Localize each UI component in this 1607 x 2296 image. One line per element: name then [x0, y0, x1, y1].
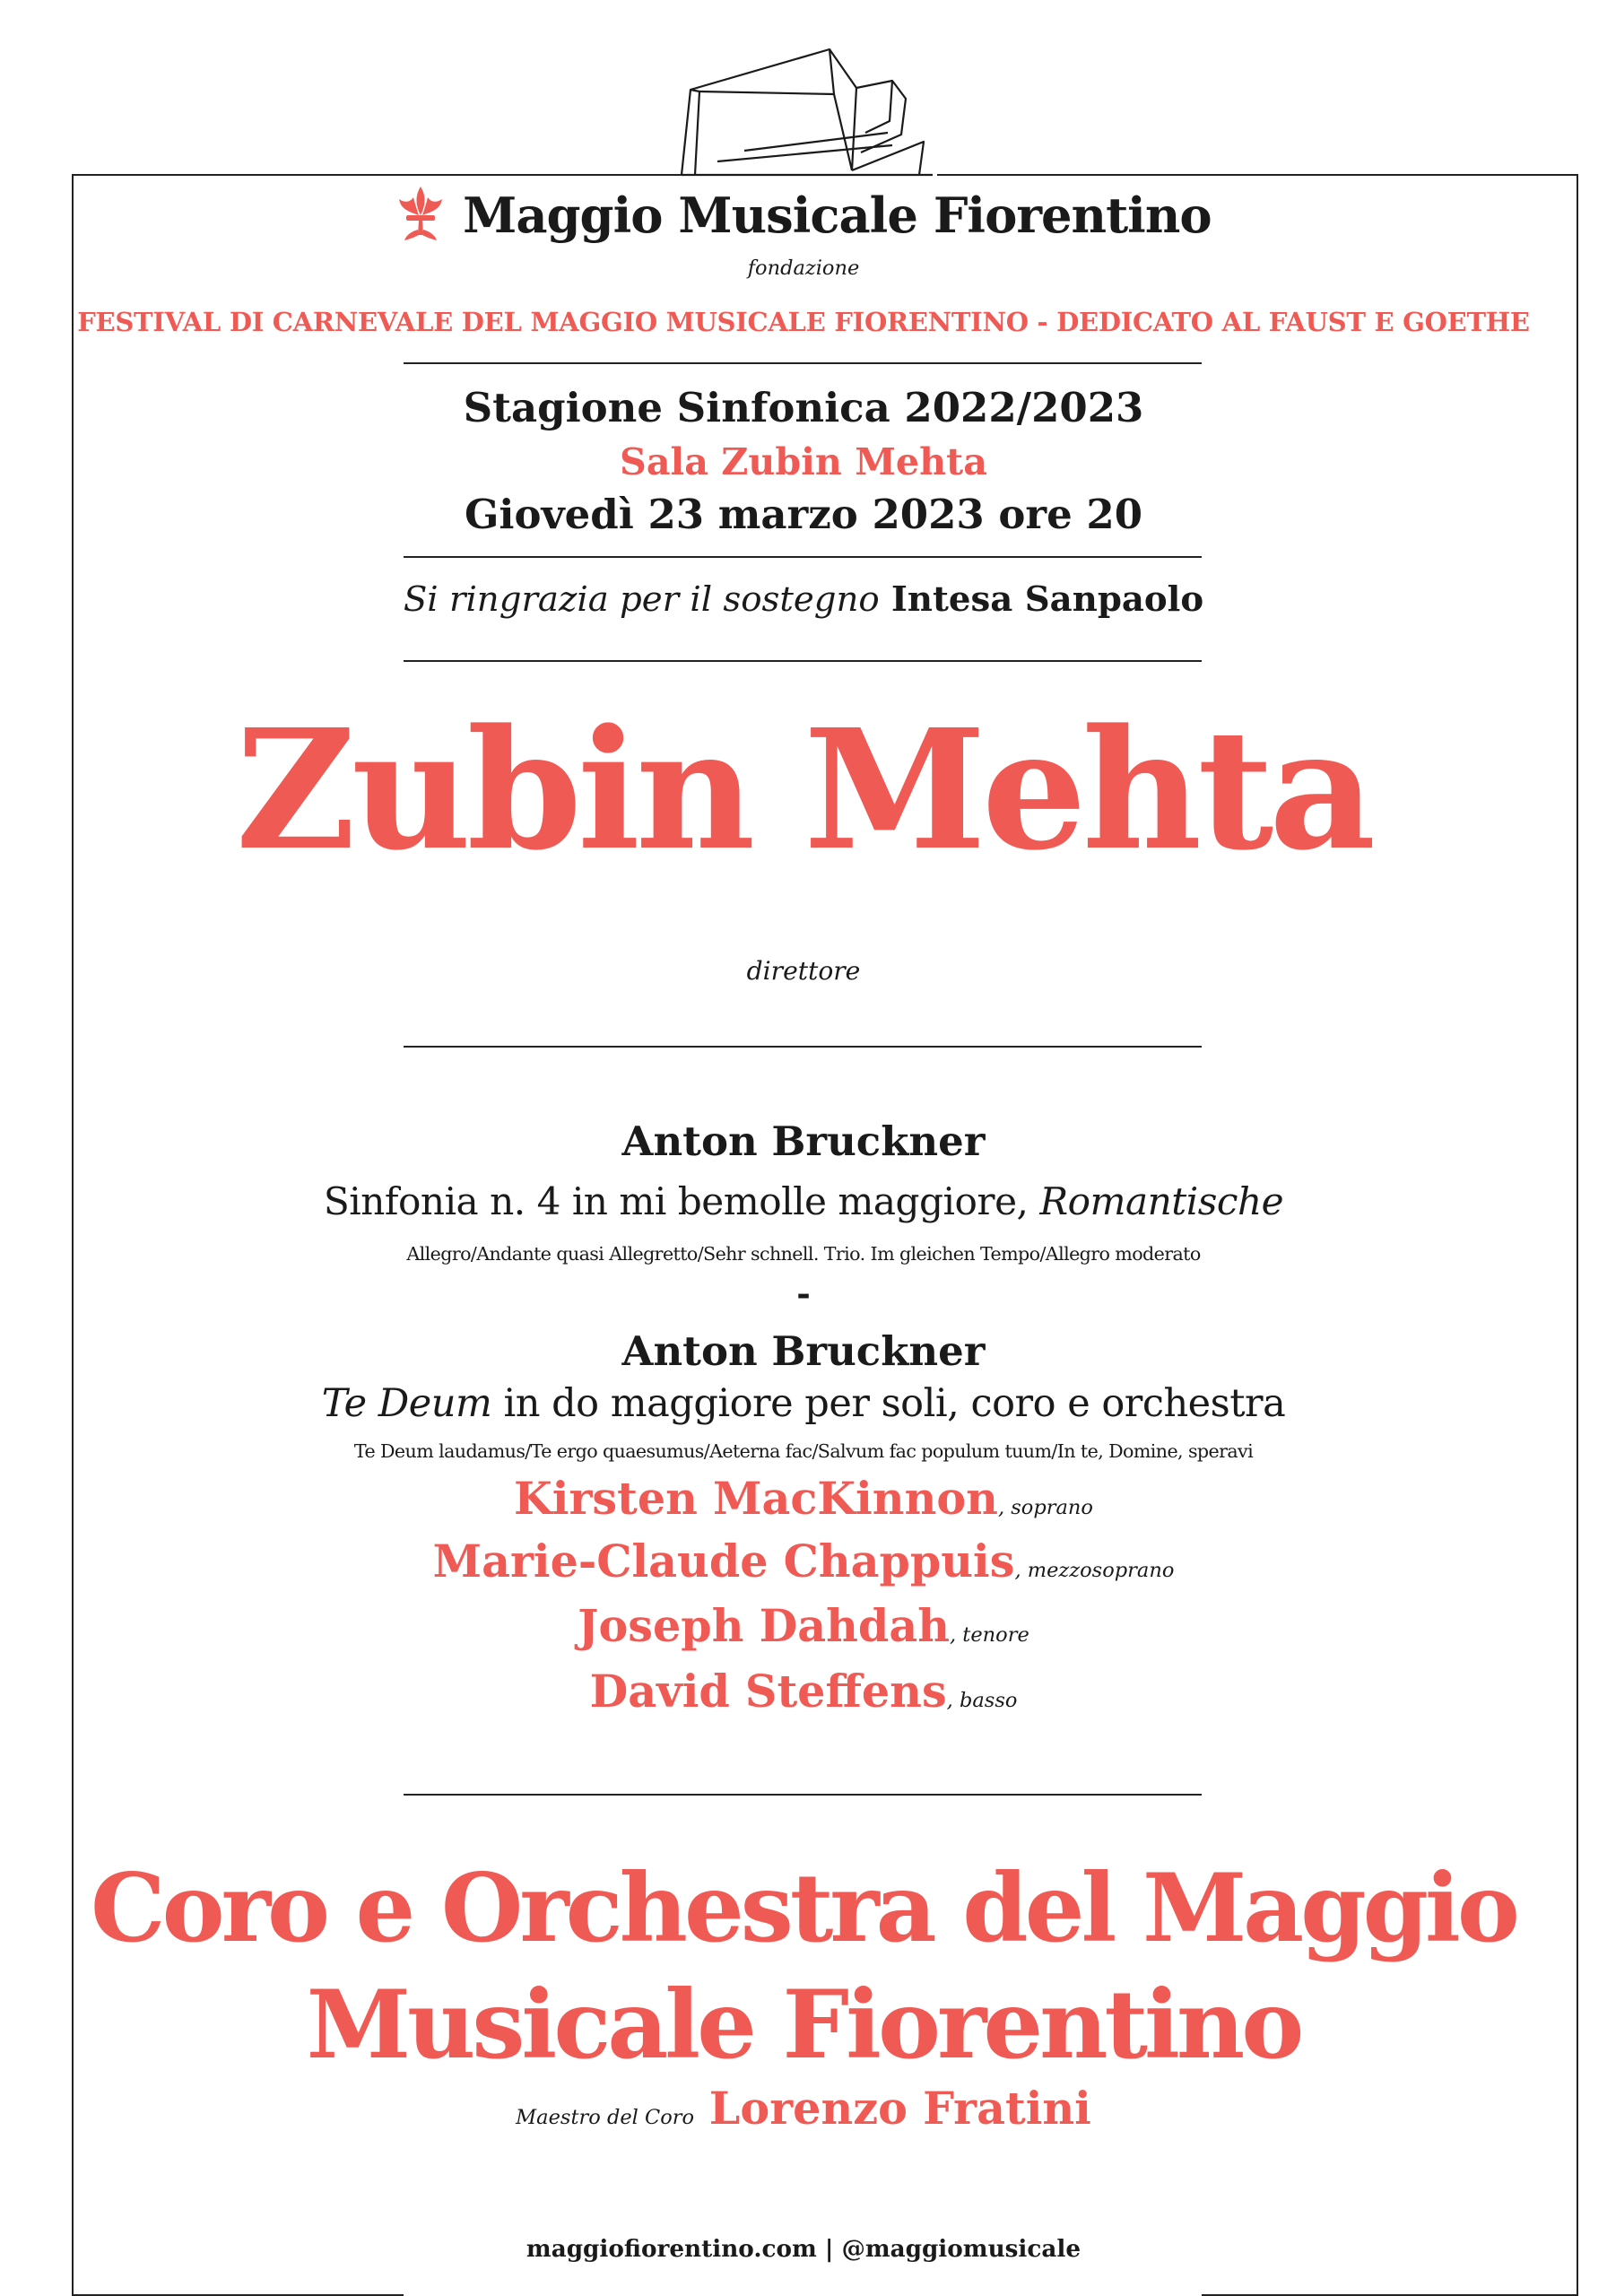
- soloist-3: [0, 1598, 1607, 1653]
- sponsor-name: Intesa Sanpaolo: [890, 579, 1204, 620]
- piece2-movements: Te Deum laudamus/Te ergo quaesumus/Aeterna fac/Salvum fac populum tuum/In te, Domine, speravi: [353, 1440, 1254, 1462]
- sponsor-line: [0, 577, 1607, 620]
- piece1-title-italic: Romantische: [1039, 1179, 1284, 1223]
- program-separator: -: [796, 1274, 811, 1313]
- soloist-name: David Steffens: [589, 1665, 947, 1718]
- frame-top-left: [72, 174, 682, 176]
- soloist-name: Joseph Dahdah: [578, 1600, 950, 1652]
- soloist-role: , soprano: [997, 1496, 1093, 1519]
- divider-5: [404, 1794, 1202, 1796]
- ensemble-line-2: Musicale Fiorentino: [306, 1969, 1301, 2080]
- brand-subtitle: fondazione: [747, 257, 860, 280]
- soloist-role: , tenore: [950, 1623, 1029, 1647]
- piece2-title: [0, 1378, 1607, 1426]
- divider-3: [404, 660, 1202, 662]
- soloist-4: [0, 1664, 1607, 1718]
- piece2-title-text: in do maggiore per soli, coro e orchestra: [491, 1381, 1286, 1426]
- divider-1: [404, 362, 1202, 364]
- soloist-name: Kirsten MacKinnon: [514, 1473, 998, 1525]
- conductor-name: Zubin Mehta: [235, 693, 1372, 887]
- piece1-movements: Allegro/Andante quasi Allegretto/Sehr schnell. Trio. Im gleichen Tempo/Allegro moderato: [406, 1243, 1201, 1265]
- soloist-role: , mezzosoprano: [1014, 1559, 1175, 1582]
- ensemble-line-1: Coro e Orchestra del Maggio: [91, 1852, 1516, 1963]
- florence-lily-icon: [395, 185, 446, 246]
- piece1-title-text: Sinfonia n. 4 in mi bemolle maggiore,: [323, 1179, 1040, 1223]
- chorus-master-name: Lorenzo Fratini: [708, 2083, 1091, 2135]
- piece2-composer: Anton Bruckner: [621, 1327, 986, 1375]
- soloist-1: [0, 1471, 1607, 1526]
- frame-top-right: [937, 174, 1578, 176]
- divider-4: [404, 1046, 1202, 1048]
- soloist-2: [0, 1534, 1607, 1588]
- season-title: Stagione Sinfonica 2022/2023: [463, 384, 1144, 431]
- chorus-master: [0, 2081, 1607, 2135]
- piece2-title-italic: Te Deum: [321, 1381, 492, 1426]
- soloist-name: Marie-Claude Chappuis: [432, 1535, 1015, 1587]
- hall-name: Sala Zubin Mehta: [620, 439, 987, 483]
- chorus-master-prefix: Maestro del Coro: [516, 2106, 695, 2129]
- conductor-role: direttore: [746, 956, 861, 986]
- event-date: Giovedì 23 marzo 2023 ore 20: [464, 491, 1143, 538]
- piece1-title: [0, 1177, 1607, 1224]
- soloist-role: , basso: [946, 1689, 1018, 1712]
- festival-title: FESTIVAL DI CARNEVALE DEL MAGGIO MUSICALE FIORENTINO - DEDICATO AL FAUST E GOETHE: [77, 307, 1530, 337]
- building-logo: [664, 36, 951, 179]
- divider-2: [404, 556, 1202, 558]
- brand-header: [0, 185, 1607, 248]
- footer-links: maggiofiorentino.com | @maggiomusicale: [526, 2235, 1081, 2263]
- sponsor-prefix: Si ringrazia per il sostegno: [403, 579, 880, 620]
- brand-name: Maggio Musicale Fiorentino: [463, 187, 1212, 244]
- piece1-composer: Anton Bruckner: [621, 1118, 986, 1165]
